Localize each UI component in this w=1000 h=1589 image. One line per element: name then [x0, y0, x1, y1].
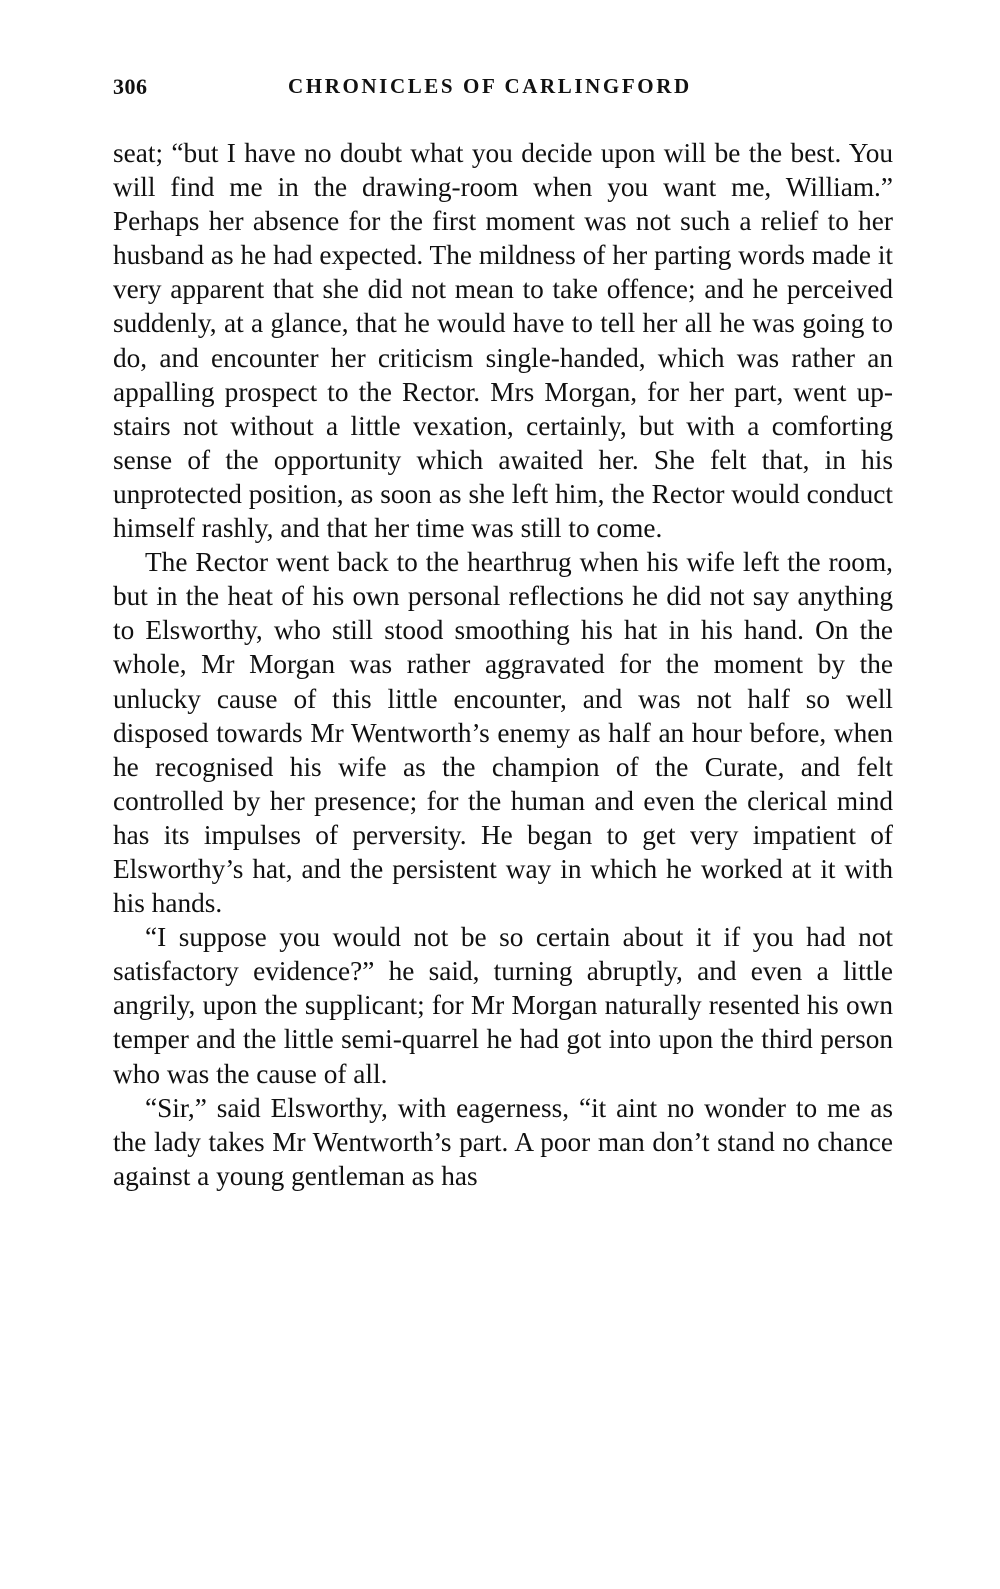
paragraph: The Rector went back to the hearthrug when his wife left the room, but in the heat of his own personal reflections he did not say anything to Elsworthy, who still stood smoothing his hat in his hand. On the whole, Mr Morgan was rather aggravated for the moment by the unlucky cause of this little encounter, and was not half so well disposed towards Mr Wentworth’s enemy as half an hour before, when he recognised his wife as the champion of the Curate, and felt controlled by her presence; for the human and even the clerical mind has its impulses of perversity. He began to get very impatient of Elsworthy’s hat, and the persistent way in which he worked at it with his hands.	[113, 547, 893, 919]
running-title: CHRONICLES OF CARLINGFORD	[288, 74, 692, 98]
paragraph: “Sir,” said Elsworthy, with eagerness, “it aint no wonder to me as the lady takes Mr Wentworth’s part. A poor man don’t stand no chance against a young gentleman as has	[113, 1092, 893, 1191]
paragraph-continuation: seat; “but I have no doubt what you decide upon will be the best. You will find me in the drawing-room when you want me, William.” Perhaps her absence for the first moment was not such a relief to her husband as he had expected. The mildness of her parting words made it very apparent that she did not mean to take offence; and he perceived suddenly, at a glance, that he would have to tell her all he was going to do, and encounter her criticism single-handed, which was rather an appalling prospect to the Rector. Mrs Morgan, for her part, went up-stairs not without a little vexation, certainly, but with a comforting sense of the opportunity which awaited her. She felt that, in his unprotected position, as soon as she left him, the Rector would conduct himself rashly, and that her time was still to come.	[113, 138, 893, 544]
page-number: 306	[113, 74, 148, 99]
running-header	[113, 74, 893, 106]
text-body	[113, 136, 893, 1193]
paragraph: “I suppose you would not be so certain about it if you had not satisfactory evidence?” he said, turning abruptly, and even a little angrily, upon the supplicant; for Mr Morgan naturally resented his own temper and the little semi-quarrel he had got into upon the third person who was the cause of all.	[113, 922, 893, 1089]
